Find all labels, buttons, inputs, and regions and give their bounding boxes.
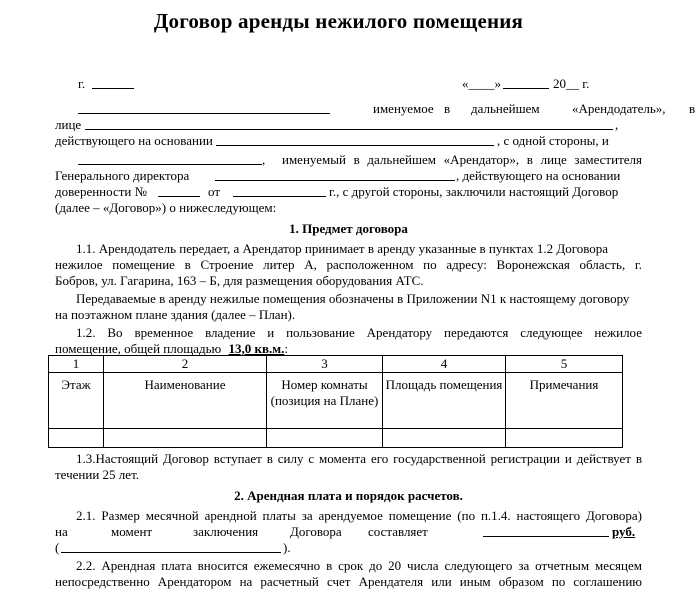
table-header-cell: Наименование bbox=[104, 373, 267, 429]
s1-p1-line-3: Бобров, ул. Гагарина, 163 – Б, для размещения оборудования АТС. bbox=[55, 273, 424, 288]
preamble-text: действующего на основании bbox=[55, 133, 213, 148]
preamble-comma: , bbox=[615, 117, 619, 132]
s1-p4-line-2: течении 25 лет. bbox=[55, 467, 140, 482]
s1-p1-line-1: 1.1. Арендодатель передает, а Арендатор принимает в аренду указанные в пунктах 1.2 Договора bbox=[76, 241, 609, 256]
preamble-text: Генерального директора bbox=[55, 168, 190, 183]
table-cell[interactable] bbox=[49, 429, 104, 448]
preamble-text: в bbox=[444, 101, 451, 116]
s2-p1-line-1: 2.1. Размер месячной арендной платы за арендуемое помещение (по п.1.4. настоящего Договора) bbox=[76, 508, 642, 523]
table-header-cell: Площадь помещения bbox=[383, 373, 506, 429]
preamble-text: «Арендодатель», bbox=[572, 101, 666, 116]
table-header-cell: Примечания bbox=[506, 373, 623, 429]
s2-text: на bbox=[55, 524, 68, 539]
preamble-text: , действующего на основании bbox=[456, 168, 621, 183]
area-colon: : bbox=[284, 341, 289, 356]
date-day: «____» bbox=[462, 76, 501, 91]
table-number-cell: 2 bbox=[104, 356, 267, 373]
s2-text: ). bbox=[283, 540, 291, 555]
table-header-row bbox=[49, 373, 623, 429]
city-prefix: г. bbox=[78, 76, 86, 91]
preamble-text: , с одной стороны, и bbox=[497, 133, 609, 148]
city-blank[interactable] bbox=[92, 76, 134, 89]
preamble-text: от bbox=[208, 184, 221, 199]
preamble-line-7: (далее – «Договор») о нижеследующем: bbox=[55, 200, 277, 215]
table-header-cell: Номер комнаты (позиция на Плане) bbox=[267, 373, 383, 429]
preamble-text: именуемое bbox=[373, 101, 434, 116]
area-label: помещение, общей площадью bbox=[55, 341, 222, 356]
landlord-name-blank[interactable] bbox=[78, 101, 330, 114]
table-cell[interactable] bbox=[506, 429, 623, 448]
preamble-line-2 bbox=[55, 117, 642, 133]
rent-currency: руб. bbox=[612, 524, 636, 539]
s2-text: заключения bbox=[193, 524, 259, 539]
s2-p1-line-3 bbox=[55, 540, 642, 556]
landlord-basis-blank[interactable] bbox=[216, 133, 494, 146]
power-number-blank[interactable] bbox=[158, 184, 200, 197]
table-header-cell: Этаж bbox=[49, 373, 104, 429]
s2-text: составляет bbox=[368, 524, 428, 539]
table-number-cell: 4 bbox=[383, 356, 506, 373]
tenant-director-blank[interactable] bbox=[215, 168, 455, 181]
s2-text: момент bbox=[111, 524, 153, 539]
section-1-heading: 1. Предмет договора bbox=[289, 221, 408, 236]
premises-table bbox=[48, 355, 623, 448]
preamble-text: в bbox=[689, 101, 695, 116]
table-row bbox=[49, 429, 623, 448]
s1-p2-line-1: Передаваемые в аренду нежилые помещения обозначены в Приложении N1 к настоящему договору bbox=[76, 291, 630, 306]
landlord-rep-blank[interactable] bbox=[85, 117, 613, 130]
table-number-cell: 5 bbox=[506, 356, 623, 373]
table-cell[interactable] bbox=[104, 429, 267, 448]
s2-text: Договора bbox=[290, 524, 342, 539]
document-title: Договор аренды нежилого помещения bbox=[153, 9, 524, 33]
date-year: 20__ г. bbox=[553, 76, 590, 91]
section-2-heading: 2. Арендная плата и порядок расчетов. bbox=[234, 488, 463, 503]
rent-in-words-blank[interactable] bbox=[61, 540, 281, 553]
date-month-blank[interactable] bbox=[503, 76, 549, 89]
table-number-row bbox=[49, 356, 623, 373]
preamble-line-6 bbox=[55, 184, 642, 200]
s2-p2-line-2: непосредственно Арендатором на расчетный счет Арендателя или иным образом по соглашению bbox=[55, 574, 642, 589]
preamble-line-5 bbox=[55, 168, 642, 184]
s1-p3-line-1: 1.2. Во временное владение и пользование Арендатору передаются следующее нежилое bbox=[76, 325, 642, 340]
s1-p1-line-2: нежилое помещение в Строение литер А, расположенном по адресу: Воронежская область, г. bbox=[55, 257, 642, 272]
table-number-cell: 1 bbox=[49, 356, 104, 373]
rent-amount-blank[interactable] bbox=[483, 524, 609, 537]
s2-p2-line-1: 2.2. Арендная плата вносится ежемесячно в срок до 20 числа следующего за отчетным месяцем bbox=[76, 558, 642, 573]
s1-p4-line-1: 1.3.Настоящий Договор вступает в силу с момента его государственной регистрации и действует в bbox=[76, 451, 642, 466]
preamble-line-3 bbox=[55, 133, 642, 149]
table-number-cell: 3 bbox=[267, 356, 383, 373]
table-cell[interactable] bbox=[383, 429, 506, 448]
preamble-text: именуемый в дальнейшем «Арендатор», в лице заместителя bbox=[282, 152, 642, 167]
preamble-text: г., с другой стороны, заключили настоящий Договор bbox=[329, 184, 619, 199]
table-cell[interactable] bbox=[267, 429, 383, 448]
tenant-name-blank[interactable] bbox=[78, 152, 262, 165]
area-value: 13,0 кв.м. bbox=[228, 341, 285, 356]
s1-p2-line-2: на поэтажном плане здания (далее – План). bbox=[55, 307, 296, 322]
preamble-text: дальнейшем bbox=[471, 101, 540, 116]
preamble-text: лице bbox=[55, 117, 82, 132]
s2-text: ( bbox=[55, 540, 60, 555]
preamble-text: доверенности № bbox=[55, 184, 148, 199]
power-date-blank[interactable] bbox=[233, 184, 326, 197]
preamble-comma: , bbox=[262, 152, 266, 167]
